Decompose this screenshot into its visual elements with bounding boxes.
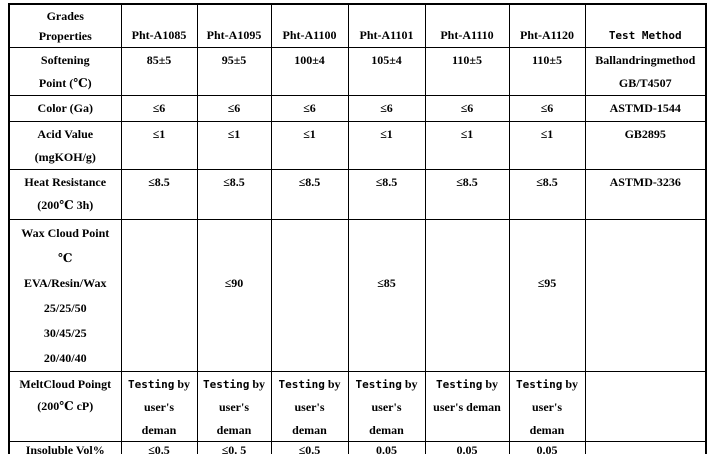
text-line: ≤1 [380, 126, 393, 141]
cell-softening-point-pht-a1095 [197, 47, 271, 95]
cell-color-pht-a1085 [121, 95, 197, 121]
col-header-pht-a1120 [509, 4, 585, 47]
cell-heat-resistance-pht-a1085 [121, 169, 197, 219]
cell-acid-value-pht-a1100 [271, 121, 348, 169]
cell-softening-point-pht-a1100 [271, 47, 348, 95]
spec-table-body [9, 4, 706, 454]
text-line: ≤8.5 [536, 174, 558, 189]
text-line: deman [141, 422, 177, 437]
text-line: ≤1 [540, 126, 554, 141]
text-line: Pht-A1085 [131, 27, 187, 42]
cell-heat-resistance-pht-a1100 [271, 169, 348, 219]
cell-heat-resistance-test-method [585, 169, 706, 219]
text-line: ≤1 [152, 126, 166, 141]
row-acid-value [9, 121, 706, 169]
product-spec-table [8, 3, 707, 454]
cell-acid-value-pht-a1101 [348, 121, 425, 169]
text-line: ≤8.5 [148, 174, 170, 189]
cell-wax-cloud-point-pht-a1095 [197, 219, 271, 371]
text-line: 105±4 [371, 52, 402, 67]
row-label-heat-resistance [9, 169, 121, 219]
text-line: ≤8.5 [456, 174, 478, 189]
header-row [9, 4, 706, 47]
cell-color-pht-a1100 [271, 95, 348, 121]
text-line [426, 373, 509, 397]
text-line: ≤6 [303, 101, 316, 115]
cell-wax-cloud-point-pht-a1100 [271, 219, 348, 371]
text-line: 110±5 [452, 52, 482, 67]
text-line: ≤0.5 [148, 443, 170, 454]
cell-color-pht-a1110 [425, 95, 509, 121]
col-header-pht-a1101 [348, 4, 425, 47]
cell-melt-cloud-point-pht-a1120 [509, 371, 585, 442]
text-line: 0.05 [376, 443, 397, 454]
text-line: Insoluble Vol% [25, 443, 105, 454]
text-line [586, 28, 706, 43]
text-line: ≤6 [380, 101, 393, 115]
text-line: ≤8.5 [298, 174, 321, 189]
cell-insoluble-pht-a1120 [509, 442, 585, 454]
cell-softening-point-pht-a1110 [425, 47, 509, 95]
col-header-pht-a1085 [121, 4, 197, 47]
text-line: 0.05 [456, 443, 478, 454]
cell-color-pht-a1095 [197, 95, 271, 121]
cell-insoluble-test-method [585, 442, 706, 454]
cell-color-pht-a1101 [348, 95, 425, 121]
text-line: 110±5 [532, 52, 562, 67]
text-line: ASTMD-3236 [609, 174, 681, 189]
text-line: Pht-A1101 [359, 27, 414, 42]
text-line [122, 373, 197, 397]
cell-insoluble-pht-a1085 [121, 442, 197, 454]
text-line: user's deman [433, 400, 501, 414]
row-label-softening-point [9, 47, 121, 95]
row-label-melt-cloud-point [9, 371, 121, 442]
cell-acid-value-pht-a1120 [509, 121, 585, 169]
corner-header-grades-properties [9, 4, 121, 47]
cell-softening-point-pht-a1120 [509, 47, 585, 95]
text-line: deman [216, 422, 252, 437]
text-line: (200℃ cP) [37, 399, 94, 413]
text-line: ASTMD-1544 [609, 101, 681, 115]
text-line: 100±4 [294, 52, 325, 67]
text-line [510, 373, 585, 397]
cell-color-pht-a1120 [509, 95, 585, 121]
col-header-pht-a1095 [197, 4, 271, 47]
text-run: by [482, 376, 499, 391]
text-line: GB2895 [624, 126, 666, 141]
text-line [272, 373, 348, 397]
text-line: Pht-A1100 [282, 27, 337, 42]
text-line [272, 271, 348, 283]
cell-insoluble-pht-a1101 [348, 442, 425, 454]
text-line: ≤8.5 [375, 174, 398, 189]
cell-wax-cloud-point-pht-a1085 [121, 219, 197, 371]
text-line: MeltCloud Poingt [19, 376, 112, 391]
text-line [586, 373, 706, 385]
text-run: Testing [202, 377, 250, 391]
text-run: Testing [127, 377, 175, 391]
cell-insoluble-pht-a1110 [425, 442, 509, 454]
text-line: ≤1 [227, 126, 241, 141]
cell-acid-value-test-method [585, 121, 706, 169]
text-line: GB/T4507 [618, 75, 672, 90]
text-line: Point (℃) [38, 75, 92, 90]
cell-acid-value-pht-a1095 [197, 121, 271, 169]
row-melt-cloud-point [9, 371, 706, 442]
text-line: user's [294, 400, 325, 414]
text-run: by [401, 376, 418, 391]
text-run: by [174, 376, 191, 391]
text-line: Ballandringmethod [595, 52, 696, 67]
cell-insoluble-pht-a1095 [197, 442, 271, 454]
col-header-test-method [585, 4, 706, 47]
cell-wax-cloud-point-pht-a1101 [348, 219, 425, 371]
text-line: (200℃ 3h) [37, 197, 94, 212]
text-line: 0.05 [536, 443, 558, 454]
text-line: 85±5 [146, 52, 172, 67]
text-line: ≤6 [152, 101, 166, 115]
row-softening-point [9, 47, 706, 95]
text-line [198, 373, 271, 397]
cell-softening-point-pht-a1085 [121, 47, 197, 95]
row-heat-resistance [9, 169, 706, 219]
col-header-pht-a1100 [271, 4, 348, 47]
text-line: 30/45/25 [43, 325, 87, 340]
text-line: Softening [40, 52, 90, 67]
cell-heat-resistance-pht-a1120 [509, 169, 585, 219]
text-line: ≤1 [303, 126, 316, 141]
cell-acid-value-pht-a1085 [121, 121, 197, 169]
row-label-acid-value [9, 121, 121, 169]
row-label-wax-cloud-point [9, 219, 121, 371]
text-line: ≤90 [224, 275, 244, 290]
text-line: deman [529, 422, 565, 437]
text-run: Test Method [608, 28, 682, 42]
text-run: by [324, 376, 341, 391]
row-label-insoluble [9, 442, 121, 454]
col-header-pht-a1110 [425, 4, 509, 47]
text-line: deman [369, 422, 404, 437]
cell-heat-resistance-pht-a1110 [425, 169, 509, 219]
text-line: (mgKOH/g) [34, 149, 96, 164]
cell-melt-cloud-point-test-method [585, 371, 706, 442]
text-line: 20/40/40 [43, 350, 87, 365]
row-wax-cloud-point [9, 219, 706, 371]
text-line: EVA/Resin/Wax [24, 275, 107, 290]
text-line: Heat Resistance [24, 174, 107, 189]
row-insoluble [9, 442, 706, 454]
text-line: ℃ [58, 250, 73, 265]
cell-acid-value-pht-a1110 [425, 121, 509, 169]
cell-wax-cloud-point-pht-a1110 [425, 219, 509, 371]
text-run: Testing [435, 377, 483, 391]
text-line: ≤8.5 [223, 174, 245, 189]
text-run: by [249, 376, 266, 391]
text-line: user's [219, 400, 249, 414]
text-line: ≤6 [227, 101, 241, 115]
cell-color-test-method [585, 95, 706, 121]
text-line: Properties [38, 28, 92, 43]
text-line: ≤6 [460, 101, 474, 115]
text-line: ≤1 [460, 126, 474, 141]
text-line: 95±5 [221, 52, 247, 67]
cell-melt-cloud-point-pht-a1110 [425, 371, 509, 442]
text-line: ≤0. 5 [221, 443, 247, 454]
text-line: ≤85 [377, 275, 396, 290]
cell-melt-cloud-point-pht-a1095 [197, 371, 271, 442]
text-line [349, 373, 425, 397]
text-line: ≤6 [540, 101, 554, 115]
cell-melt-cloud-point-pht-a1100 [271, 371, 348, 442]
cell-heat-resistance-pht-a1101 [348, 169, 425, 219]
row-color [9, 95, 706, 121]
text-line: Pht-A1110 [440, 27, 494, 42]
cell-heat-resistance-pht-a1095 [197, 169, 271, 219]
text-line: Grades [46, 8, 84, 23]
text-line [426, 271, 509, 283]
text-run: by [562, 376, 579, 391]
text-line: ≤0.5 [298, 443, 321, 454]
text-line: deman [292, 422, 327, 437]
cell-wax-cloud-point-test-method [585, 219, 706, 371]
cell-insoluble-pht-a1100 [271, 442, 348, 454]
row-label-color [9, 95, 121, 121]
cell-wax-cloud-point-pht-a1120 [509, 219, 585, 371]
cell-softening-point-pht-a1101 [348, 47, 425, 95]
text-line: Wax Cloud Point [21, 225, 110, 240]
text-line: user's [144, 400, 174, 414]
text-line: Color (Ga) [37, 101, 93, 115]
text-run: Testing [515, 377, 563, 391]
cell-melt-cloud-point-pht-a1085 [121, 371, 197, 442]
text-line: user's [371, 400, 402, 414]
text-line: Acid Value [37, 126, 94, 141]
text-line: Pht-A1120 [520, 27, 574, 42]
text-line: 25/25/50 [43, 300, 87, 315]
text-line: user's [532, 400, 562, 414]
cell-melt-cloud-point-pht-a1101 [348, 371, 425, 442]
text-line [586, 445, 706, 454]
text-line [122, 271, 197, 283]
text-run: Testing [355, 377, 402, 391]
text-run: Testing [278, 377, 325, 391]
text-line: ≤95 [537, 275, 557, 290]
cell-softening-point-test-method [585, 47, 706, 95]
text-line [586, 221, 706, 233]
text-line: Pht-A1095 [206, 27, 262, 42]
